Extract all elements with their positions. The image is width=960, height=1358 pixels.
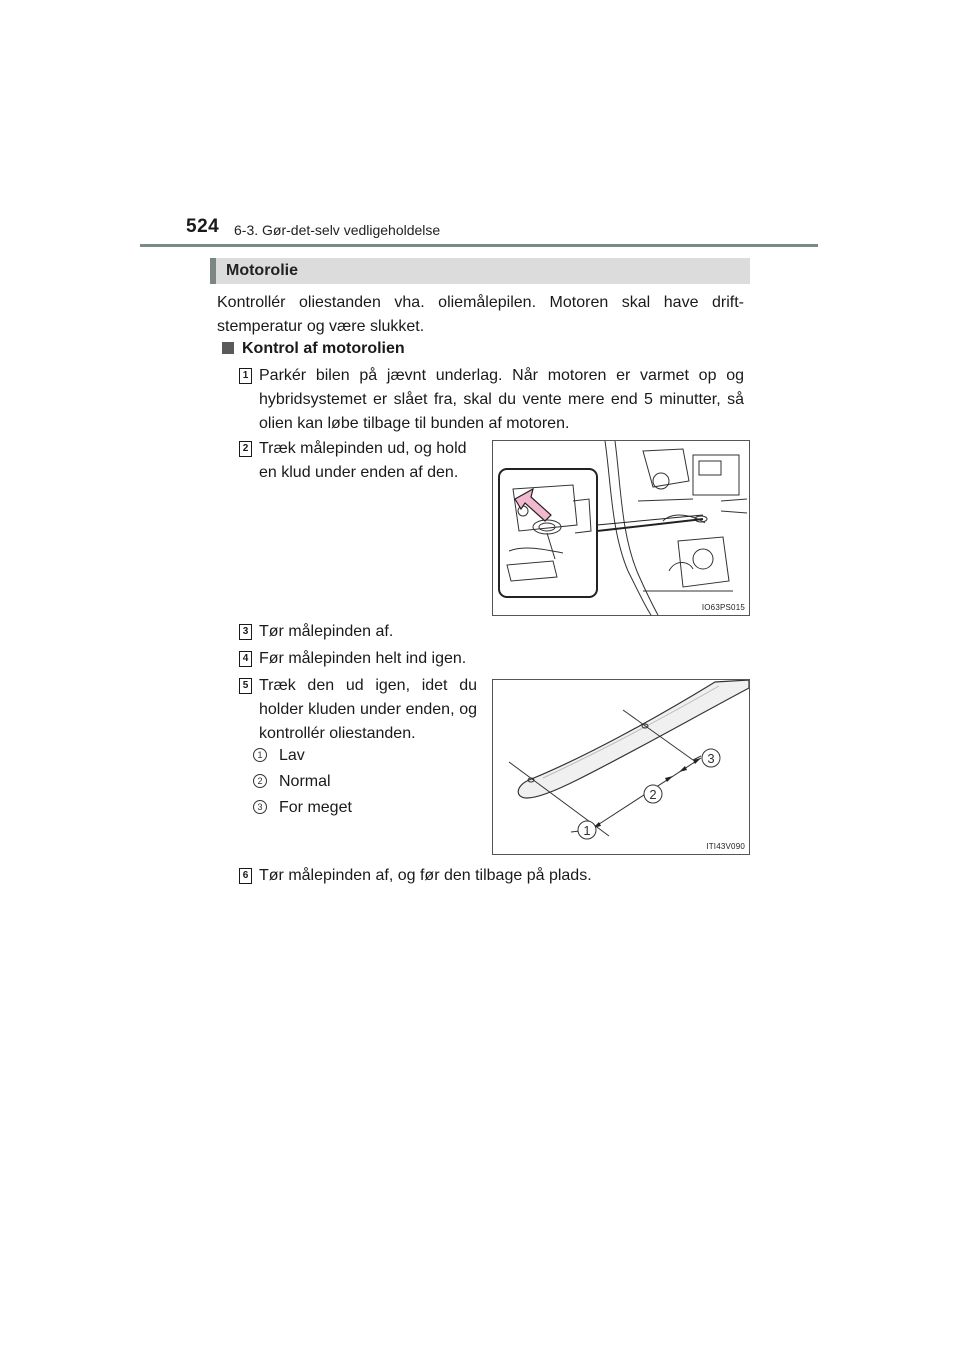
engine-bay-figure: [492, 440, 750, 616]
figure-code: ITI43V090: [706, 842, 745, 851]
square-bullet-icon: [222, 342, 234, 354]
step-text-5: Træk den ud igen, idet du holder kluden under enden, og kontrollér oliestanden.: [259, 677, 477, 742]
engine-bay-illustration: [493, 441, 749, 615]
step-number-3: 3: [239, 624, 252, 640]
step-text-3: Tør målepinden af.: [259, 623, 394, 640]
page-number: 524: [186, 216, 220, 237]
step-number-4: 4: [239, 651, 252, 667]
heading-title: Motorolie: [226, 262, 298, 279]
level-number-1: 1: [253, 748, 267, 762]
dipstick-illustration: [493, 680, 749, 854]
step-number-6: 6: [239, 868, 252, 884]
step-text-4: Før målepinden helt ind igen.: [259, 650, 467, 667]
step-text-2: Træk målepinden ud, og hold en klud under enden af den.: [259, 440, 467, 481]
figure-code: IO63PS015: [701, 603, 745, 612]
step-number-5: 5: [239, 678, 252, 694]
step-text-1: Parkér bilen på jævnt underlag. Når motoren er varmet op og hybridsystemet er slået fra, skal du vente mere end 5 minutter, så olien kan løbe tilbage til bunden af motoren.: [259, 367, 744, 432]
level-number-3: 3: [253, 800, 267, 814]
sub-heading: [222, 340, 405, 358]
step-text-6: Tør målepinden af, og før den tilbage på plads.: [259, 867, 592, 884]
level-label-1: Lav: [279, 747, 305, 764]
callout-3: [702, 749, 720, 767]
level-label-3: For meget: [279, 799, 352, 816]
level-number-2: 2: [253, 774, 267, 788]
callout-2: [644, 785, 662, 803]
intro-paragraph: Kontrollér oliestanden vha. oliemålepilen. Motoren skal have driftstemperatur og være slukket.: [217, 294, 744, 335]
heading-accent: [210, 258, 216, 284]
svg-text:1: 1: [583, 823, 591, 838]
step-number-1: 1: [239, 368, 252, 384]
step-number-2: 2: [239, 441, 252, 457]
svg-text:3: 3: [707, 751, 715, 766]
header-rule: [140, 244, 818, 247]
section-title: 6-3. Gør-det-selv vedligeholdelse: [234, 222, 441, 238]
dipstick-figure: [492, 679, 750, 855]
sub-heading-text: Kontrol af motorolien: [242, 340, 405, 357]
callout-1: [578, 821, 596, 839]
heading-bar: [210, 258, 750, 284]
level-label-2: Normal: [279, 773, 331, 790]
svg-text:2: 2: [649, 787, 657, 802]
